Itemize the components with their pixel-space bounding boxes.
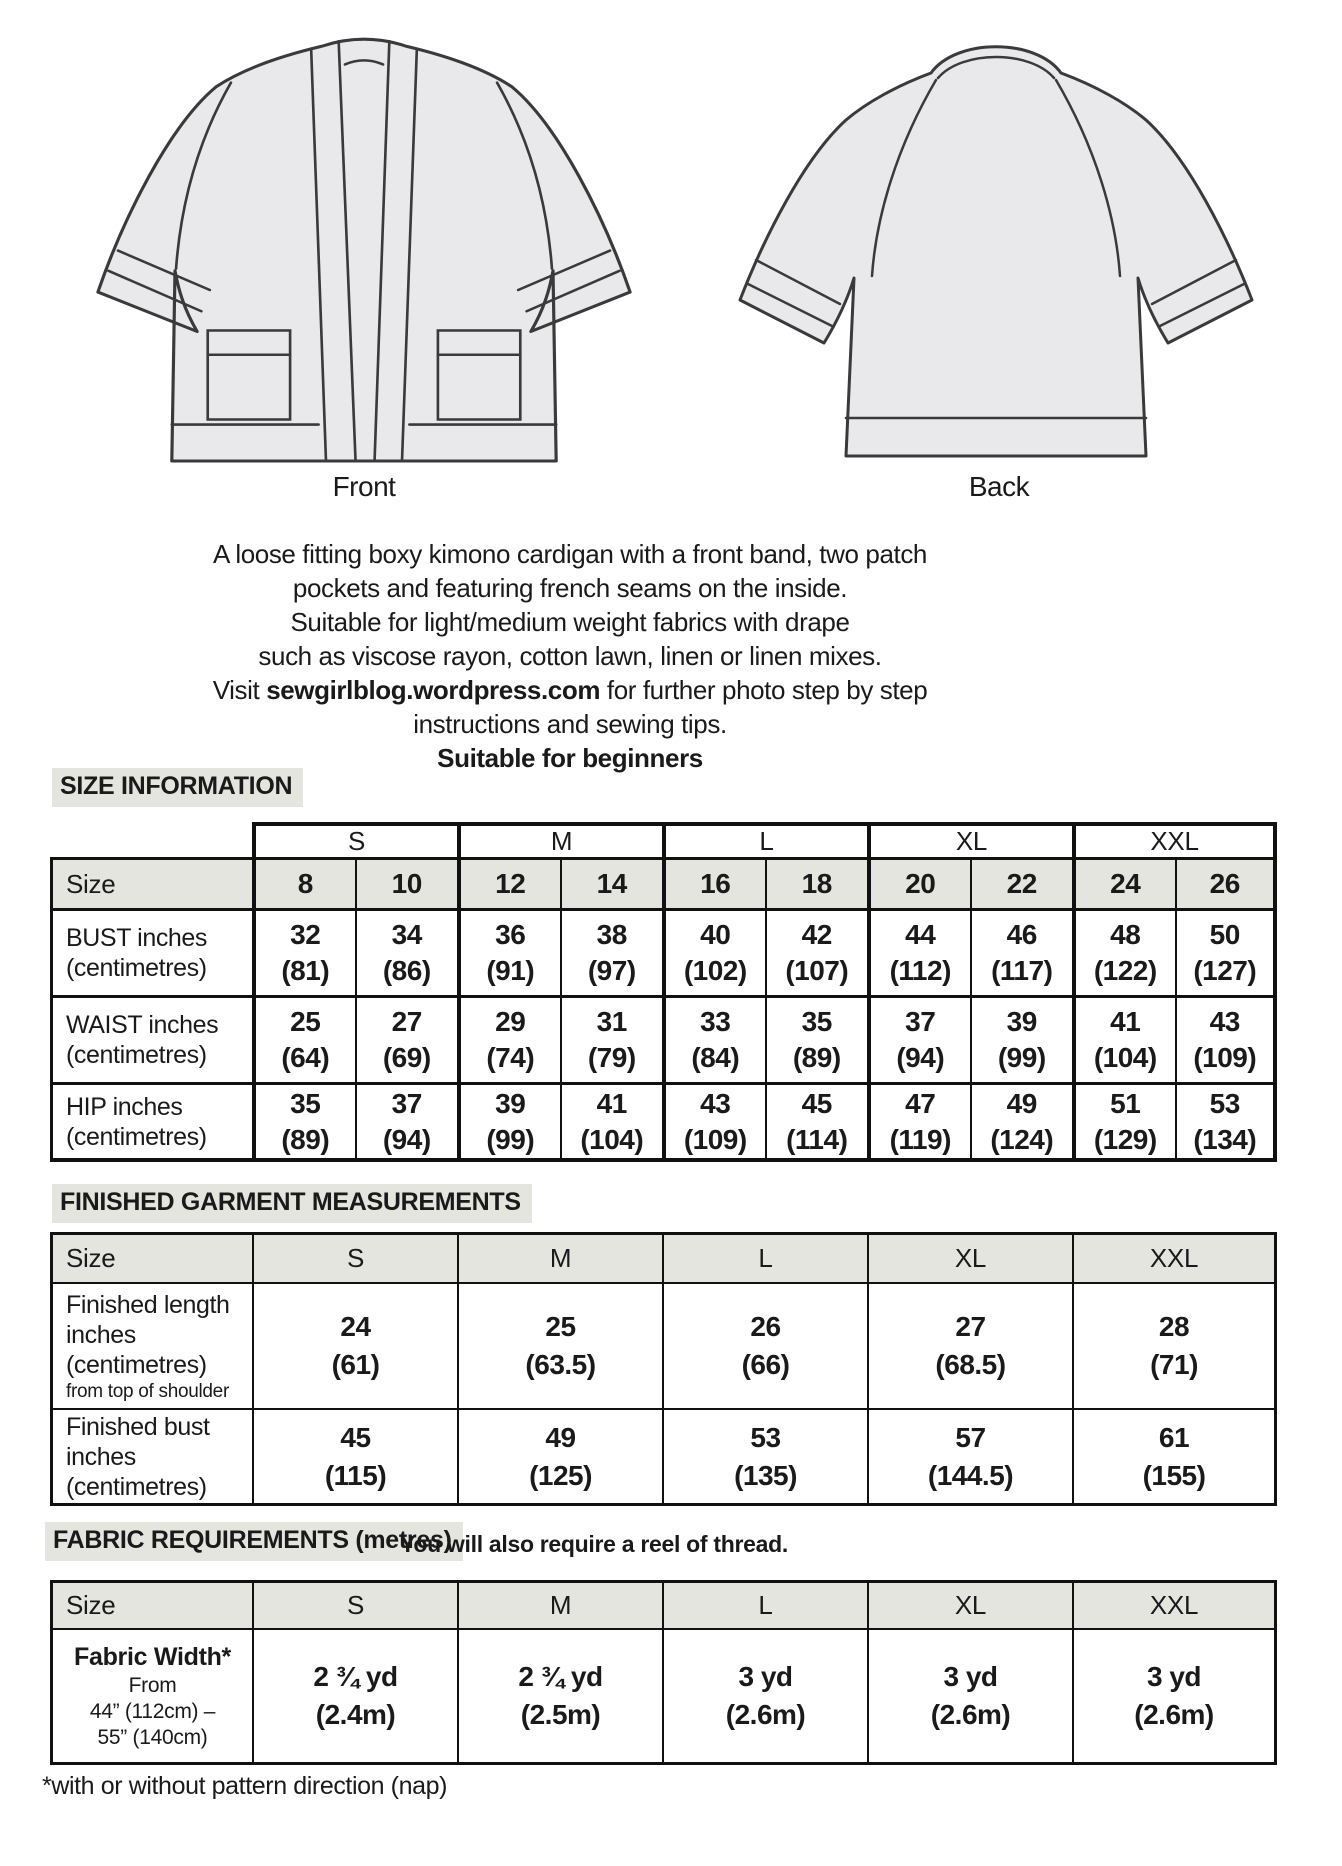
bust-cell: 42 (107) [765,908,868,995]
finished-length-cell: 24 (61) [252,1282,457,1408]
finished-bust-cell: 53 (135) [662,1408,867,1506]
hip-cell: 45 (114) [765,1082,868,1162]
size-number-row [50,857,1277,908]
description-line [55,673,1085,707]
header-xxl: XXL [1072,1580,1277,1628]
finished-length-cell: 25 (63.5) [457,1282,662,1408]
size-cell: 22 [970,857,1073,908]
nap-footnote: *with or without pattern direction (nap) [42,1772,448,1800]
size-information-heading: SIZE INFORMATION [52,768,303,807]
hip-cell: 43 (109) [662,1082,765,1162]
bust-cell: 34 (86) [355,908,458,995]
back-garment-outline [740,47,1252,456]
finished-bust-cell: 61 (155) [1072,1408,1277,1506]
finished-length-cell: 27 (68.5) [867,1282,1072,1408]
description-text: for further photo step by step [600,675,928,705]
front-garment-illustration [62,24,666,464]
description-line: Suitable for light/medium weight fabrics with drape [290,607,850,637]
fabric-cell: 3 yd (2.6m) [867,1628,1072,1765]
waist-cell: 29 (74) [457,995,560,1082]
description-text: Visit [212,675,267,705]
fabric-width-label: Fabric Width* From 44” (112cm) – 55” (140cm) [50,1628,252,1765]
waist-cell: 33 (84) [662,995,765,1082]
header-size: Size [50,1580,252,1628]
group-header-m: M [457,822,662,857]
waist-cell: 25 (64) [252,995,355,1082]
header-m: M [457,1232,662,1282]
fabric-width-row [50,1628,1277,1765]
header-xxl: XXL [1072,1232,1277,1282]
waist-cell: 43 (109) [1175,995,1278,1082]
bust-cell: 48 (122) [1072,908,1175,995]
description-line: A loose fitting boxy kimono cardigan with a front band, two patch [213,539,927,569]
header-xl: XL [867,1580,1072,1628]
fabric-requirements-table [50,1580,1277,1765]
hip-cell: 53 (134) [1175,1082,1278,1162]
blog-url: sewgirlblog.wordpress.com [266,675,601,705]
fabric-requirements-heading: FABRIC REQUIREMENTS (metres) [45,1522,463,1561]
bust-cell: 50 (127) [1175,908,1278,995]
size-information-table [50,822,1277,1162]
group-header-l: L [662,822,867,857]
front-view-label: Front [332,471,396,502]
header-size: Size [50,1232,252,1282]
pattern-description [55,537,1085,775]
waist-cell: 39 (99) [970,995,1073,1082]
fabric-cell: 2 ¾ yd (2.5m) [457,1628,662,1765]
waist-cell: 27 (69) [355,995,458,1082]
bust-cell: 44 (112) [867,908,970,995]
header-xl: XL [867,1232,1072,1282]
hip-cell: 37 (94) [355,1082,458,1162]
finished-length-label: Finished length inches (centimetres) from top of shoulder [50,1282,252,1408]
bust-cell: 40 (102) [662,908,765,995]
finished-bust-cell: 49 (125) [457,1408,662,1506]
finished-bust-cell: 45 (115) [252,1408,457,1506]
bust-row-label: BUST inches (centimetres) [50,908,252,995]
bust-cell: 36 (91) [457,908,560,995]
finished-bust-cell: 57 (144.5) [867,1408,1072,1506]
size-cell: 20 [867,857,970,908]
description-line: pockets and featuring french seams on the inside. [292,573,848,603]
description-line: instructions and sewing tips. [413,709,727,739]
waist-row [50,995,1277,1082]
group-header-xxl: XXL [1072,822,1277,857]
header-m: M [457,1580,662,1628]
finished-length-cell: 26 (66) [662,1282,867,1408]
finished-bust-row [50,1408,1277,1506]
header-l: L [662,1232,867,1282]
bust-cell: 46 (117) [970,908,1073,995]
waist-cell: 35 (89) [765,995,868,1082]
finished-measurements-table [50,1232,1277,1506]
fabric-header-row [50,1580,1277,1628]
finished-bust-label: Finished bust inches (centimetres) [50,1408,252,1506]
header-l: L [662,1580,867,1628]
bust-cell: 32 (81) [252,908,355,995]
group-header-xl: XL [867,822,1072,857]
bust-cell: 38 (97) [560,908,663,995]
bust-row [50,908,1277,995]
group-header-s: S [252,822,457,857]
hip-cell: 35 (89) [252,1082,355,1162]
size-cell: 10 [355,857,458,908]
size-cell: 8 [252,857,355,908]
hip-cell: 49 (124) [970,1082,1073,1162]
waist-cell: 41 (104) [1072,995,1175,1082]
hip-cell: 51 (129) [1072,1082,1175,1162]
size-cell: 24 [1072,857,1175,908]
fabric-cell: 2 ¾ yd (2.4m) [252,1628,457,1765]
header-s: S [252,1232,457,1282]
size-cell: 12 [457,857,560,908]
finished-length-row [50,1282,1277,1408]
finished-measurements-heading: FINISHED GARMENT MEASUREMENTS [52,1184,532,1223]
fabric-cell: 3 yd (2.6m) [1072,1628,1277,1765]
empty-corner-cell [50,822,252,857]
hip-row [50,1082,1277,1162]
waist-row-label: WAIST inches (centimetres) [50,995,252,1082]
back-garment-illustration [700,28,1292,468]
size-cell: 14 [560,857,663,908]
hip-cell: 39 (99) [457,1082,560,1162]
size-row-label: Size [50,857,252,908]
header-s: S [252,1580,457,1628]
thread-note: You will also require a reel of thread. [400,1531,788,1557]
waist-cell: 37 (94) [867,995,970,1082]
description-line: such as viscose rayon, cotton lawn, linen or linen mixes. [258,641,882,671]
back-view-label: Back [968,471,1030,502]
hip-row-label: HIP inches (centimetres) [50,1082,252,1162]
size-cell: 26 [1175,857,1278,908]
hip-cell: 41 (104) [560,1082,663,1162]
finished-length-cell: 28 (71) [1072,1282,1277,1408]
fabric-cell: 3 yd (2.6m) [662,1628,867,1765]
finished-header-row [50,1232,1277,1282]
hip-cell: 47 (119) [867,1082,970,1162]
waist-cell: 31 (79) [560,995,663,1082]
beginner-note: Suitable for beginners [437,743,703,773]
size-group-header-row [50,822,1277,857]
size-cell: 16 [662,857,765,908]
size-cell: 18 [765,857,868,908]
